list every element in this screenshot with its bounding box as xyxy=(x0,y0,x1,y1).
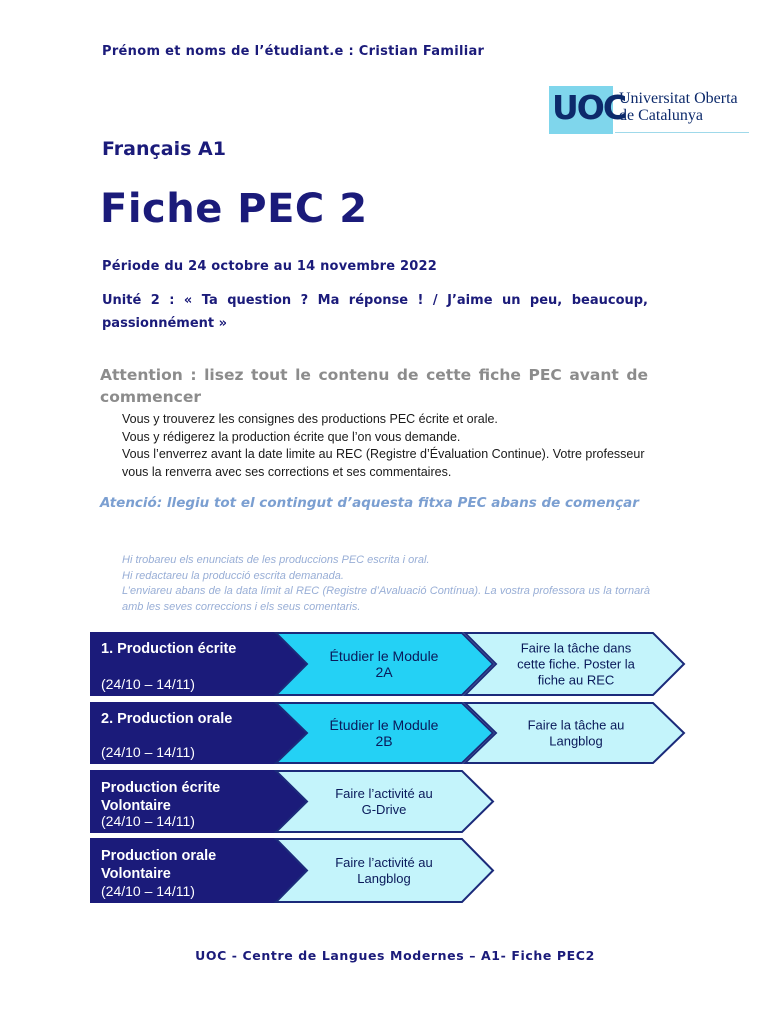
flow-dates-text: (24/10 – 14/11) xyxy=(101,812,195,829)
flow-step-text: Étudier le Module 2A xyxy=(329,647,439,680)
flow-step-text: Faire la tâche dans cette fiche. Poster la fiche au REC xyxy=(517,640,635,688)
logo-mark: UOC xyxy=(552,88,626,127)
page-footer: UOC - Centre de Langues Modernes – A1- Fiche PEC2 xyxy=(195,948,595,963)
flow-dates-text: (24/10 – 14/11) xyxy=(101,743,195,760)
flow-step-text: Faire la tâche au Langblog xyxy=(527,717,625,749)
period: Période du 24 octobre au 14 novembre 2022 xyxy=(102,259,437,274)
flow-dates-text: (24/10 – 14/11) xyxy=(101,675,195,692)
flow-label-text: 2. Production orale xyxy=(101,711,233,728)
course-title: Français A1 xyxy=(102,138,226,160)
attention-heading-ca: Atenció: llegiu tot el contingut d’aquesta fitxa PEC abans de començar xyxy=(100,495,639,511)
unit-title: Unité 2 : « Ta question ? Ma réponse ! / J’aime un peu, beaucoup, passionnément » xyxy=(102,293,648,331)
list-item-text: Hi trobareu els enunciats de les produccions PEC escrita i oral. xyxy=(122,554,430,566)
flow-label-text: Production écrite Volontaire xyxy=(101,780,221,815)
list-item-text: Vous y rédigerez la production écrite que l’on vous demande. xyxy=(122,429,461,444)
flow-step-text: Faire l’activité au G-Drive xyxy=(335,786,433,818)
logo-name-line2: de Catalunya xyxy=(619,107,703,124)
flow-step-text: Étudier le Module 2B xyxy=(329,716,439,749)
list-item-text: Hi redactareu la producció escrita demanada. xyxy=(122,569,344,582)
student-name: Prénom et noms de l’étudiant.e : Cristian Familiar xyxy=(102,44,485,59)
logo-name-line1: Universitat Oberta xyxy=(619,90,738,107)
page-title: Fiche PEC 2 xyxy=(100,186,368,232)
flow-label-text: 1. Production écrite xyxy=(101,641,237,658)
flow-step-text: Faire l’activité au Langblog xyxy=(335,855,433,887)
list-item-text: Vous l’enverrez avant la date limite au REC (Registre d’Évaluation Continue). Votre professeur vous la renverra avec ses corrections et ses commentaires. xyxy=(122,447,645,479)
flow-dates-text: (24/10 – 14/11) xyxy=(101,882,195,899)
list-item-text: L’enviareu abans de la data límit al REC (Registre d’Avaluació Contínua). La vostra professora us la tornarà amb les seves correccions i els seus comentaris. xyxy=(122,585,650,613)
attention-heading-fr: Attention : lisez tout le contenu de cette fiche PEC avant de commencer xyxy=(100,366,648,406)
flow-label-text: Production orale Volontaire xyxy=(101,848,217,883)
list-item-text: Vous y trouverez les consignes des productions PEC écrite et orale. xyxy=(122,412,498,426)
